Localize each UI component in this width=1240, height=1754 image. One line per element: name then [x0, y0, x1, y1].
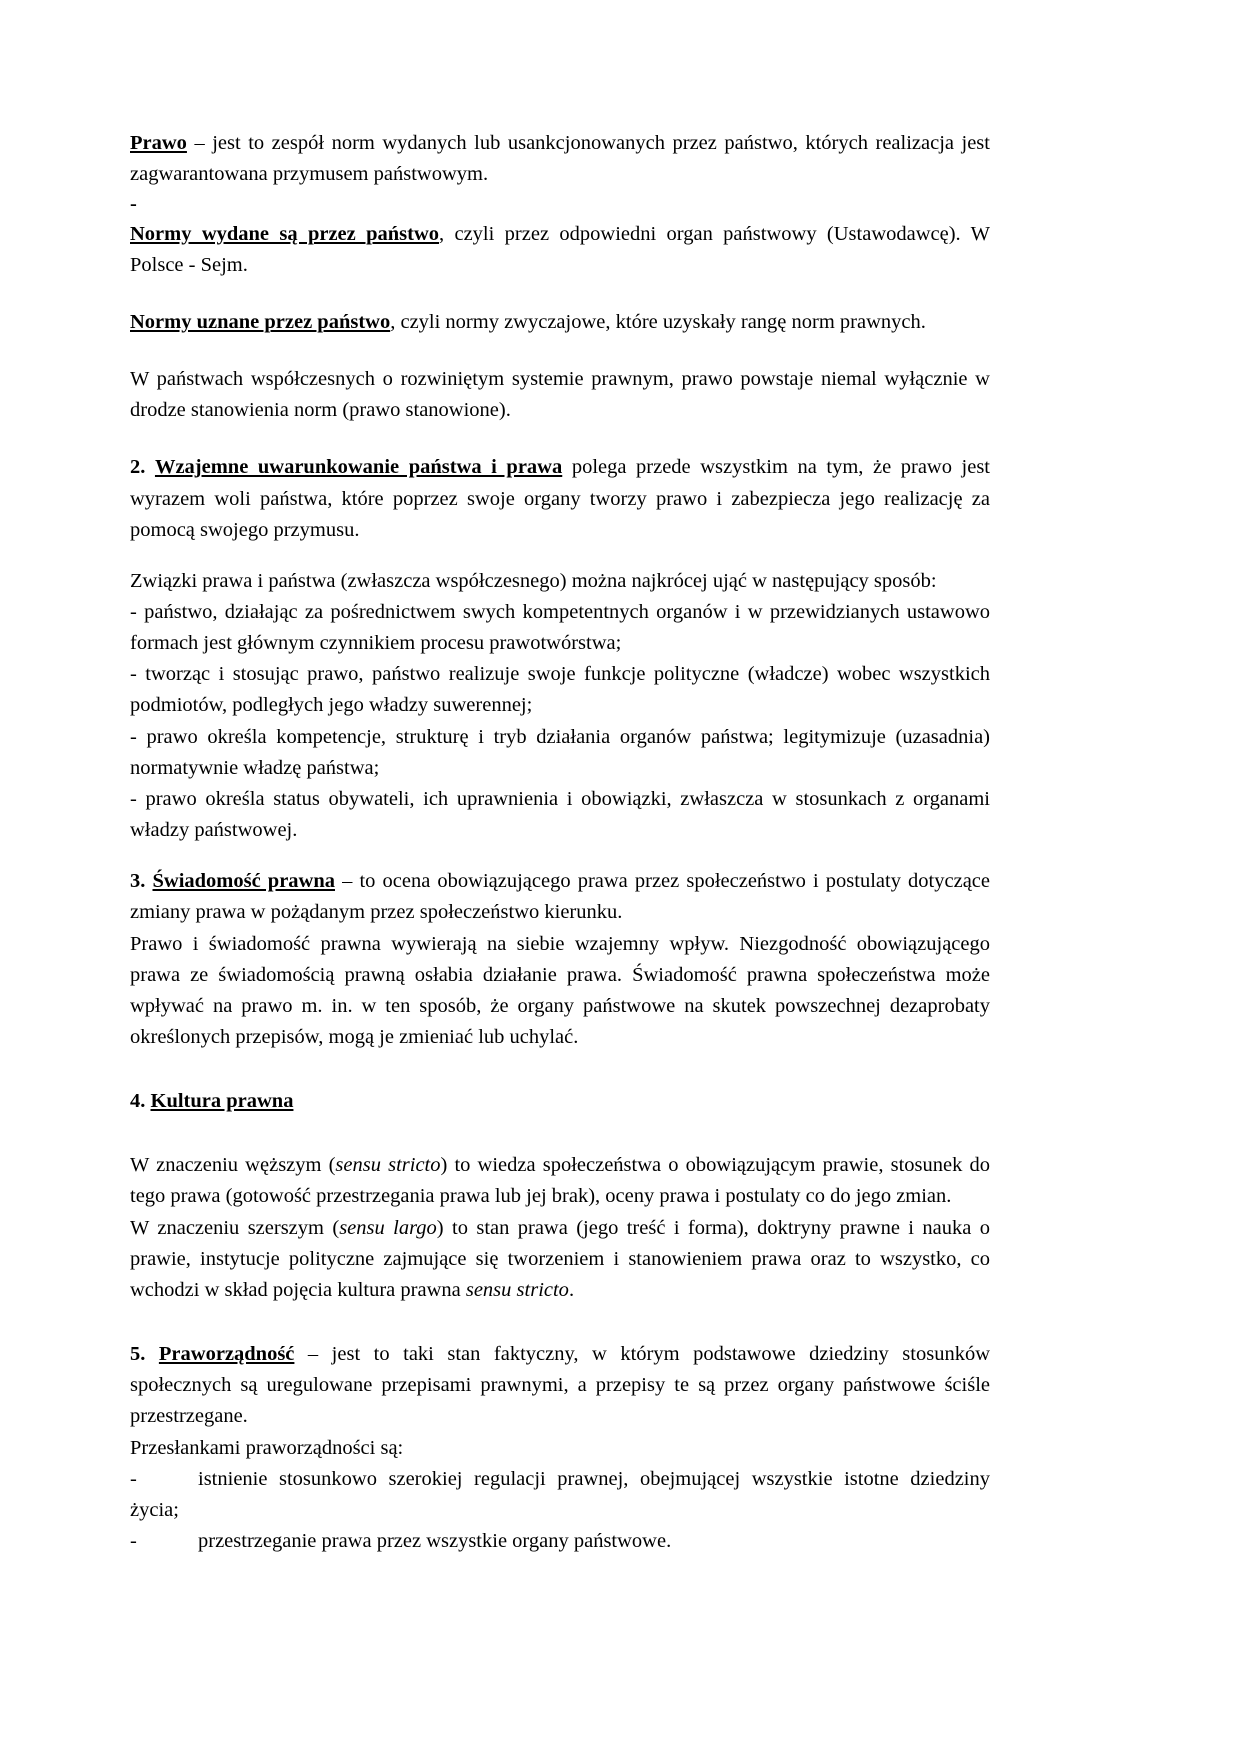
term-normy-wydane: Normy wydane są przez państwo: [130, 222, 440, 245]
list-item-przeslanki-1: [130, 1464, 990, 1526]
spacer: [130, 210, 990, 219]
term-normy-uznane: Normy uznane przez państwo: [130, 310, 391, 333]
dash-marker-icon: -: [130, 1530, 137, 1553]
paragraph-sekcja-3: [130, 866, 990, 928]
sekcja-5-number: 5.: [130, 1343, 146, 1366]
sensu-stricto-part-2: ) to wiedza społeczeństwa o obowiązującym prawie, stosunek do tego prawa (gotowość przestrzegania prawa lub jej brak), oceny prawa i postulaty co do jego zmian.: [130, 1154, 990, 1208]
latin-term-sensu-stricto-2: sensu stricto: [465, 1278, 569, 1301]
sekcja-3-heading: Świadomość prawna: [152, 870, 335, 893]
paragraph-panstwa-wspolczesne: W państwach współczesnych o rozwiniętym systemie prawnym, prawo powstaje niemal wyłącznie w drodze stanowienia norm (prawo stanowione).: [130, 368, 990, 422]
sekcja-4-heading: Kultura prawna: [150, 1090, 294, 1113]
normy-wydane-text: , czyli przez odpowiedni organ państwowy (Ustawodawcę). W Polsce - Sejm.: [130, 222, 990, 276]
spacer: [130, 846, 990, 866]
latin-term-sensu-largo: sensu largo: [339, 1216, 437, 1239]
paragraph-sensu-largo: [130, 1213, 990, 1306]
paragraph-przeslanki-intro: Przesłankami praworządności są:: [130, 1436, 404, 1459]
list-item-przeslanki-2: [130, 1526, 990, 1557]
spacer: [130, 281, 990, 307]
spacer: [130, 190, 990, 199]
sensu-stricto-part-0: W znaczeniu węższym (: [130, 1154, 336, 1177]
definicja-prawa-text: – jest to zespół norm wydanych lub usankcjonowanych przez państwo, których realizacja jest zagwarantowana przymusem państwowym.: [130, 132, 990, 186]
term-prawo: Prawo: [130, 132, 187, 154]
sekcja-2-text: polega przede wszystkim na tym, że prawo jest wyrazem woli państwa, które poprzez swoje organy tworzy prawo i zabezpiecza jego realizację za pomocą swojego przymusu.: [130, 456, 991, 541]
document-body: [130, 128, 990, 1557]
paragraph-sekcja-4: [130, 1086, 990, 1117]
spacer: [130, 1053, 990, 1086]
sekcja-2-heading: Wzajemne uwarunkowanie państwa i prawa: [154, 456, 563, 479]
paragraph-zwiazki-intro: Związki prawa i państwa (zwłaszcza współczesnego) można najkrócej ująć w następujący sposób:: [130, 569, 937, 592]
sensu-largo-part-4: .: [568, 1278, 575, 1301]
sekcja-2-number: 2.: [130, 456, 146, 479]
paragraph-sekcja-5: [130, 1339, 990, 1432]
normy-uznane-text: , czyli normy zwyczajowe, które uzyskały rangę norm prawnych.: [390, 310, 926, 333]
paragraph-normy-uznane: [130, 307, 990, 338]
sekcja-4-number: 4.: [130, 1090, 146, 1113]
sekcja-5-text: – jest to taki stan faktyczny, w którym podstawowe dziedziny stosunków społecznych są uregulowane przepisami prawnymi, a przepisy te są przez organy państwowe ściśle przestrzegane.: [130, 1343, 990, 1428]
list-item-zwiazki-2: - tworząc i stosując prawo, państwo realizuje swoje funkcje polityczne (władcze) wobec wszystkich podmiotów, podległych jego władzy suwerennej;: [130, 663, 990, 717]
spacer: [130, 426, 990, 452]
spacer: [130, 1117, 990, 1150]
sensu-largo-part-2: ) to stan prawa (jego treść i forma), doktryny prawne i nauka o prawie, instytucje polityczne zajmujące się tworzeniem i stanowieniem prawa oraz to wszystko, co wchodzi w skład pojęcia kultura prawna: [130, 1216, 990, 1301]
list-item-zwiazki-1: - państwo, działając za pośrednictwem swych kompetentnych organów i w przewidzianych ustawowo formach jest głównym czynnikiem procesu prawotwórstwa;: [130, 600, 990, 655]
sensu-largo-part-0: W znaczeniu szerszym (: [130, 1216, 340, 1239]
paragraph-normy-wydane: [130, 219, 990, 281]
latin-term-sensu-stricto: sensu stricto: [335, 1154, 441, 1177]
list-item-zwiazki-4: - prawo określa status obywateli, ich uprawnienia i obowiązki, zwłaszcza w stosunkach z organami władzy państwowej.: [130, 787, 990, 842]
paragraph-sekcja-2: [130, 452, 990, 545]
stray-dash-artifact: -: [130, 193, 137, 216]
paragraph-sensu-stricto: [130, 1150, 990, 1212]
paragraph-definicja-prawa: [130, 128, 990, 190]
spacer: [130, 546, 990, 566]
dash-marker-icon: -: [130, 1467, 137, 1490]
spacer: [130, 1306, 990, 1339]
spacer: [130, 338, 990, 364]
przeslanki-1-text: istnienie stosunkowo szerokiej regulacji prawnej, obejmującej wszystkie istotne dziedziny życia;: [130, 1467, 990, 1521]
sekcja-3-text: – to ocena obowiązującego prawa przez społeczeństwo i postulaty dotyczące zmiany prawa w pożądanym przez społeczeństwo kierunku.: [130, 870, 990, 924]
list-item-zwiazki-3: - prawo określa kompetencje, strukturę i tryb działania organów państwa; legitymizuje (uzasadnia) normatywnie władzę państwa;: [130, 725, 990, 779]
sekcja-3-number: 3.: [130, 870, 146, 893]
przeslanki-2-text: przestrzeganie prawa przez wszystkie organy państwowe.: [198, 1530, 672, 1553]
paragraph-sekcja-3-body: Prawo i świadomość prawna wywierają na siebie wzajemny wpływ. Niezgodność obowiązującego prawa ze świadomością prawną osłabia działanie prawa. Świadomość prawna społeczeństwa może wpływać na prawo m. in. w ten sposób, że organy państwowe na skutek powszechnej dezaprobaty określonych przepisów, mogą je zmieniać lub uchylać.: [130, 932, 990, 1048]
sekcja-5-heading: Praworządność: [158, 1343, 295, 1366]
